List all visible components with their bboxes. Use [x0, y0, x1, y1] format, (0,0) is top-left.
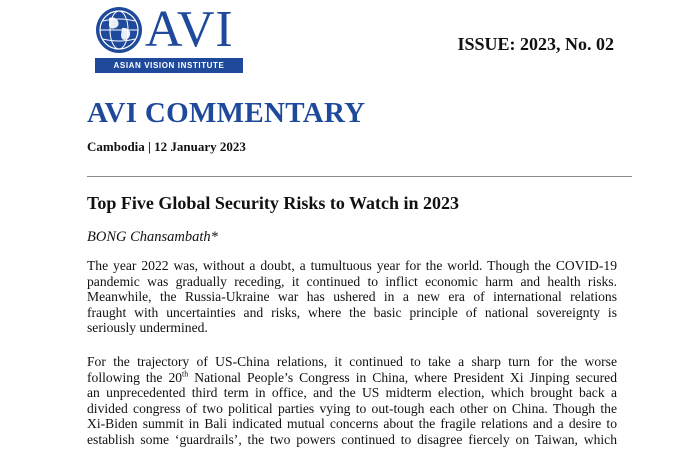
paragraph-1 [87, 258, 617, 336]
paragraph-line: pandemic was gradually receding, it continued to inflict economic harm and health risks. [87, 273, 617, 289]
paragraph-line: an unprecedented third term in office, and the US midterm election, which brought back a [87, 385, 617, 401]
paragraph-line: Xi-Biden summit in Bali indicated mutual concerns about the fragile relations and a desire to [87, 416, 617, 432]
paragraph-line: seriously undermined. [87, 320, 208, 336]
paragraph-line: fraught with uncertainties and risks, where the basic principle of national sovereignty is [87, 304, 617, 320]
paragraph-2 [87, 354, 617, 448]
paragraph-line: divided congress of two political parties vying to out-tough each other on China. Though the [87, 400, 617, 416]
series-title: AVI COMMENTARY [87, 97, 366, 129]
paragraph-line: The year 2022 was, without a doubt, a tumultuous year for the world. Though the COVID-19 [87, 258, 617, 273]
brand-tagline: ASIAN VISION INSTITUTE [95, 58, 243, 73]
paragraph-text: National People’s Congress in China, where President Xi Jinping secured [188, 369, 617, 385]
brand-name: AVI [145, 1, 234, 58]
ordinal-suffix: th [182, 369, 189, 379]
paragraph-line [87, 370, 617, 386]
dateline: Cambodia | 12 January 2023 [87, 139, 246, 154]
paragraph-line: Meanwhile, the Russia-Ukraine war has ushered in a new era of international relations [87, 289, 617, 305]
issue-number: ISSUE: 2023, No. 02 [457, 34, 614, 54]
article-headline: Top Five Global Security Risks to Watch in 2023 [87, 193, 460, 213]
paragraph-line: For the trajectory of US-China relations, it continued to take a sharp turn for the worse [87, 354, 617, 369]
avi-logo [95, 1, 245, 74]
divider [87, 176, 632, 177]
paragraph-text: following the 20 [87, 369, 183, 385]
globe-icon [95, 6, 143, 54]
paragraph-line: establish some ‘guardrails’, the two powers continued to disagree fiercely on Taiwan, which [87, 431, 617, 447]
article-author: BONG Chansambath* [87, 229, 218, 245]
